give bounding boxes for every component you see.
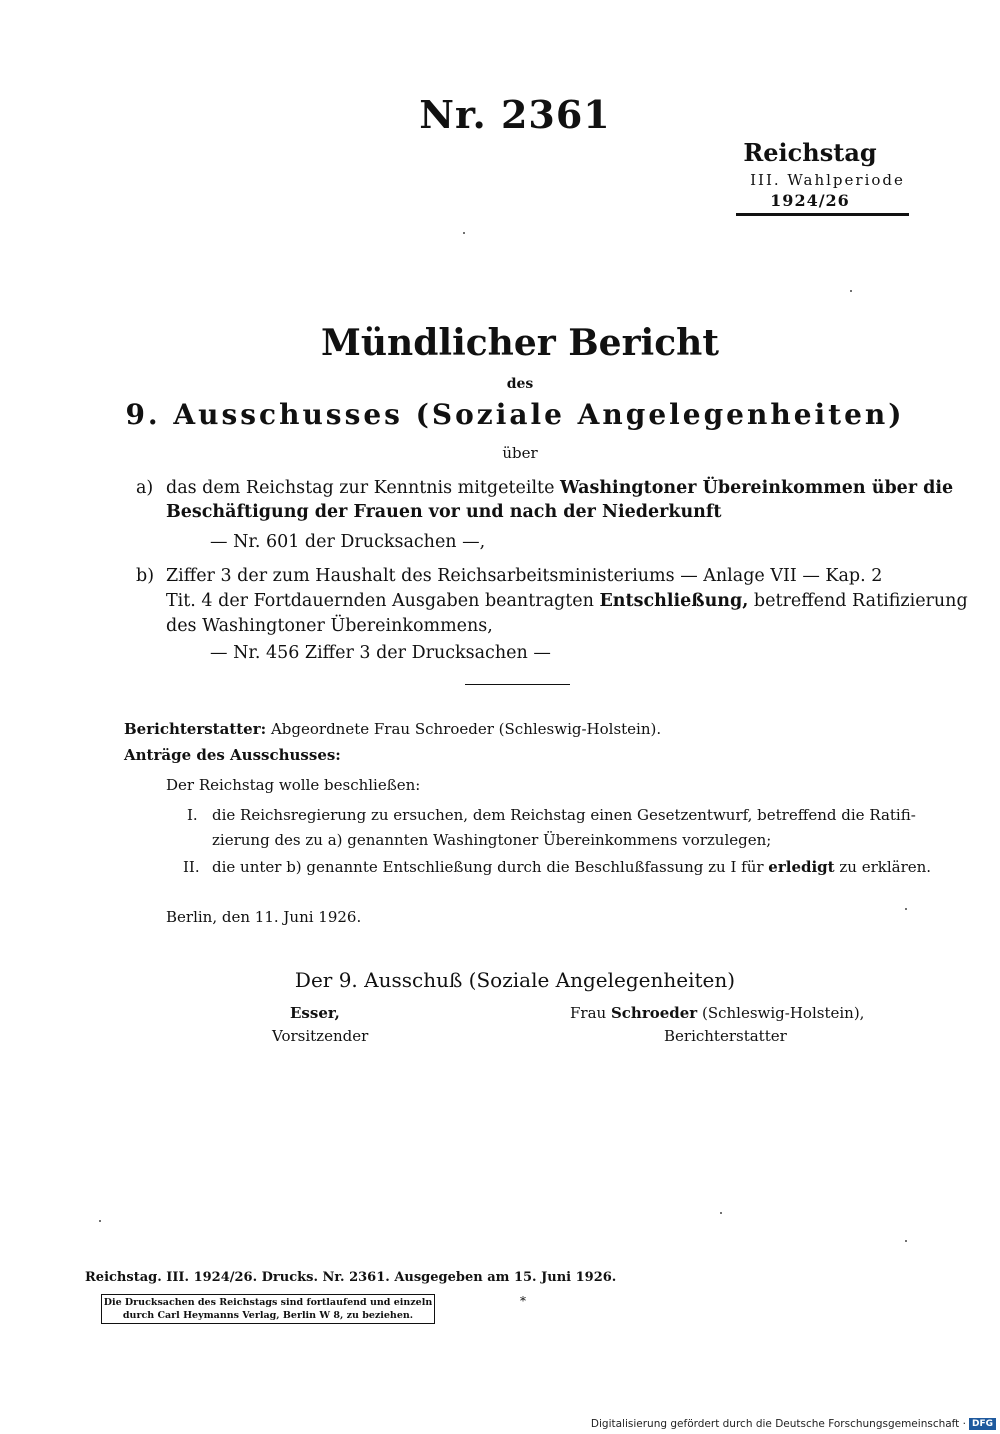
motion-intro: Der Reichstag wolle beschließen: <box>166 776 421 794</box>
reporter-suffix: (Schleswig-Holstein), <box>697 1004 865 1022</box>
point-2-prefix: die unter b) genannte Entschließung durch die Beschlußfassung zu I für <box>212 858 769 876</box>
point-1-line1: die Reichsregierung zu ersuchen, dem Reichstag einen Gesetzentwurf, betreffend die Ratifi- <box>212 806 916 824</box>
item-a-label: a) <box>136 478 154 498</box>
period-label: III. Wahlperiode <box>750 171 905 189</box>
digitization-text: Digitalisierung gefördert durch die Deutsche Forschungsgemeinschaft · <box>590 1418 966 1430</box>
point-2-suffix: zu erklären. <box>834 858 932 876</box>
section-divider <box>465 684 570 685</box>
antraege-heading: Anträge des Ausschusses: <box>124 746 341 764</box>
item-b-line3: des Washingtoner Übereinkommens, <box>166 616 493 636</box>
item-a-line2: Beschäftigung der Frauen vor und nach der Niederkunft <box>166 502 722 522</box>
dfg-logo: DFG <box>969 1418 996 1430</box>
chair-name: Esser, <box>290 1004 340 1022</box>
item-b-line2-bold: Entschließung, <box>599 591 749 611</box>
item-b-line2-suffix: betreffend Ratifizierung <box>748 591 968 611</box>
scan-speck <box>463 232 465 234</box>
title-des: des <box>506 376 534 392</box>
signature-committee: Der 9. Ausschuß (Soziale Angelegenheiten) <box>294 968 736 992</box>
title-ueber: über <box>502 444 538 462</box>
point-1-number: I. <box>187 806 198 824</box>
footer-publication-line: Reichstag. III. 1924/26. Drucks. Nr. 2361. Ausgegeben am 15. Juni 1926. <box>85 1270 617 1285</box>
berichterstatter-line <box>124 720 661 738</box>
document-number: Nr. 2361 <box>419 92 611 137</box>
asterisk-mark: * <box>520 1294 526 1308</box>
period-years: 1924/26 <box>770 191 850 210</box>
item-b-line1: Ziffer 3 der zum Haushalt des Reichsarbeitsministeriums — Anlage VII — Kap. 2 <box>166 566 883 586</box>
reporter-role: Berichterstatter <box>664 1027 787 1045</box>
scan-speck <box>905 908 907 910</box>
scan-speck <box>905 1240 907 1242</box>
footer-notice-line2: durch Carl Heymanns Verlag, Berlin W 8, zu beziehen. <box>122 1310 414 1321</box>
report-title: Mündlicher Bericht <box>321 322 719 364</box>
reichstag-label: Reichstag <box>743 138 877 167</box>
scan-speck <box>720 1212 722 1214</box>
point-2-number: II. <box>183 858 200 876</box>
place-date: Berlin, den 11. Juni 1926. <box>166 908 362 926</box>
point-2-line <box>212 858 931 876</box>
item-b-line2-prefix: Tit. 4 der Fortdauernden Ausgaben beantragten <box>166 591 600 611</box>
scan-speck <box>850 290 852 292</box>
digitization-credit <box>591 1418 996 1430</box>
header-underline <box>736 213 909 216</box>
point-1-line2: zierung des zu a) genannten Washingtoner Übereinkommens vorzulegen; <box>212 831 772 849</box>
item-a-line1-prefix: das dem Reichstag zur Kenntnis mitgeteilte <box>166 478 560 498</box>
item-b-reference: — Nr. 456 Ziffer 3 der Drucksachen — <box>210 643 551 663</box>
scan-speck <box>99 1220 101 1222</box>
item-a-line1 <box>166 478 953 498</box>
item-a-reference: — Nr. 601 der Drucksachen —, <box>210 532 486 552</box>
item-a-line1-bold: Washingtoner Übereinkommen über die <box>560 478 954 498</box>
berichterstatter-label: Berichterstatter: <box>124 720 267 738</box>
item-b-label: b) <box>136 566 155 586</box>
reporter-name: Schroeder <box>610 1004 698 1022</box>
item-b-line2 <box>166 591 968 611</box>
berichterstatter-value: Abgeordnete Frau Schroeder (Schleswig-Holstein). <box>270 720 662 738</box>
reporter-prefix: Frau <box>570 1004 611 1022</box>
chair-role: Vorsitzender <box>272 1027 369 1045</box>
point-2-bold: erledigt <box>768 858 835 876</box>
committee-title: 9. Ausschusses (Soziale Angelegenheiten) <box>125 398 905 431</box>
footer-notice-line1: Die Drucksachen des Reichstags sind fortlaufend und einzeln <box>103 1297 433 1308</box>
footer-notice-box <box>101 1294 435 1324</box>
reporter-line <box>570 1004 864 1022</box>
